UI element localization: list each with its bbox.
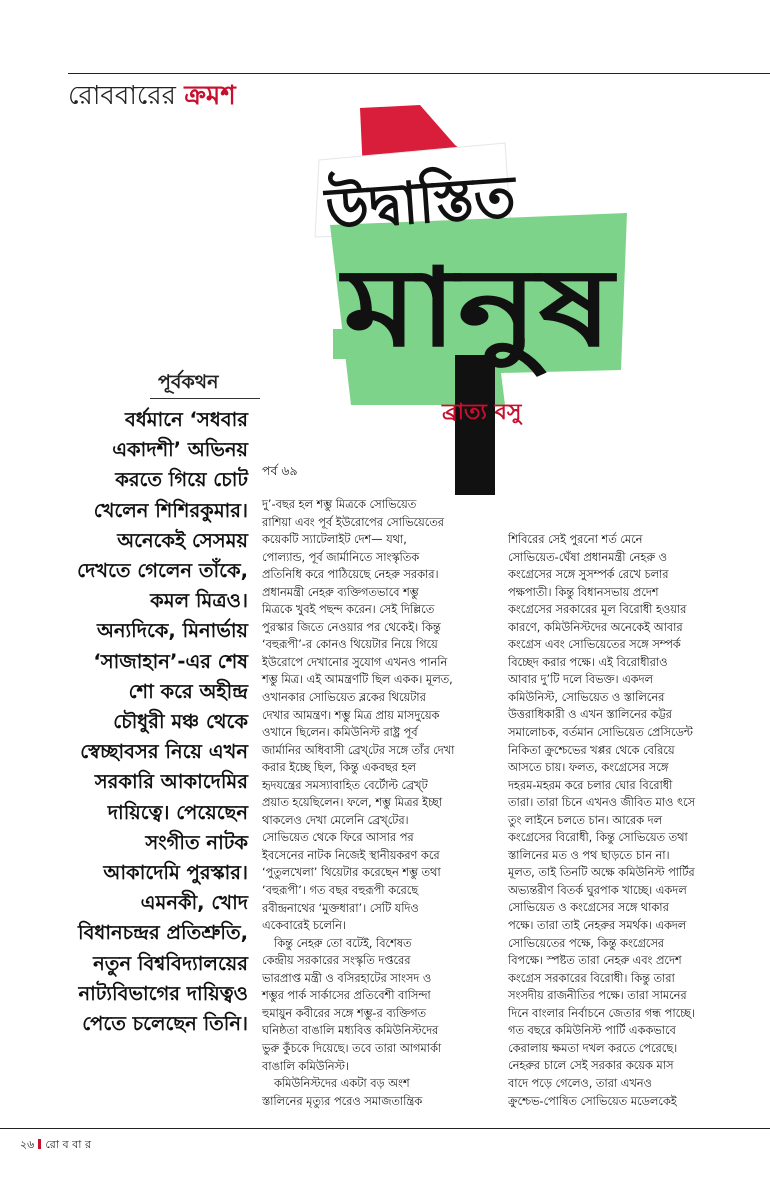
- body-line: পুরস্কার জিতে নেওয়ার পর থেকেই। কিন্তু: [262, 620, 441, 634]
- intro-line: দায়িত্বে। পেয়েছেন: [107, 800, 248, 824]
- episode-number: পর্ব ৬৯: [262, 463, 298, 478]
- body-line: ইউরোপে দেখানোর সুযোগ এখনও পাননি: [262, 655, 448, 669]
- title-artwork: [305, 105, 635, 500]
- intro-line: এমনকী, খোদ: [140, 891, 248, 915]
- body-line: প্রতিনিধি করে পাঠিয়েছে নেহরু সরকার।: [262, 568, 439, 582]
- body-line: কয়েকটি স্যাটেলাইট দেশ— যথা,: [262, 533, 407, 547]
- body-line: প্রয়াত হয়েছিলেন। ফলে, শম্ভু মিত্রর ইচ্ছা: [262, 796, 443, 810]
- body-line: কমিউনিস্ট, সোভিয়েত ও স্তালিনের: [508, 690, 665, 704]
- body-line: হৃদযন্ত্রের সমস্যাবাহিত বের্টোল্ট ব্রেখ্‌ট: [262, 778, 428, 792]
- intro-line: নাট্যবিভাগের দায়িত্বও: [78, 981, 248, 1005]
- intro-paragraph: [68, 405, 248, 1039]
- body-line: সংসদীয় রাজনীতির পক্ষে। তারা সামনের: [508, 989, 687, 1003]
- body-line: কংগ্রেসের সঙ্গে সুসম্পর্ক রেখে চলার: [508, 568, 669, 582]
- intro-line: স্বেচ্ছাবসর নিয়ে এখন: [80, 740, 248, 764]
- body-line: কংগ্রেসের বিরোধী, কিন্তু সোভিয়েত তথা: [508, 831, 688, 845]
- body-line: দু’-বছর হল শম্ভু মিত্রকে সোভিয়েত: [262, 498, 417, 511]
- author-byline: ব্রাত্য বসু: [442, 400, 522, 425]
- body-line: ‘বহুরূপী’। গত বছর বহুরূপী করেছে: [262, 884, 419, 898]
- body-line: ঘনিষ্ঠতা বাঙালি মধ্যবিত্ত কমিউনিস্টদের: [262, 1024, 439, 1038]
- body-line: পক্ষপাতী। কিন্তু বিধানসভায় প্রদেশ: [508, 585, 659, 599]
- intro-line: নতুন বিশ্ববিদ্যালয়ের: [93, 951, 248, 975]
- section-title-main: রোববারের: [68, 81, 185, 111]
- body-line: ক্রুশ্চেভ-পোষিত সোভিয়েত মডেলকেই: [508, 1094, 677, 1108]
- body-line: সোভিয়েত-ঘেঁষা প্রধানমন্ত্রী নেহরু ও: [508, 550, 667, 564]
- intro-line: সংগীত নাটক: [145, 830, 248, 854]
- body-line: আবার দু’টি দলে বিভক্ত। একদল: [508, 673, 653, 687]
- intro-heading-rule: [150, 398, 260, 399]
- intro-line: দেখতে গেলেন তাঁকে,: [77, 559, 248, 583]
- body-line: কমিউনিস্টদের একটা বড় অংশ: [274, 1077, 410, 1091]
- body-line: সোভিয়েত থেকে ফিরে আসার পর: [262, 831, 414, 845]
- body-line: বিচ্ছেদ করার পক্ষে। এই বিরোধীরাও: [508, 655, 668, 669]
- body-line: অভ্যন্তরীণ বিতর্ক ঘুরপাক খাচ্ছে। একদল: [508, 883, 687, 897]
- body-line: পক্ষে। তারা তাই নেহরুর সমর্থক। একদল: [508, 919, 687, 933]
- body-line: দহরম-মহরম করে চলার ঘোর বিরোধী: [508, 778, 673, 792]
- body-line: বাঙালি কমিউনিস্ট।: [262, 1059, 349, 1073]
- body-line: রবীন্দ্রনাথের ‘মুক্তধারা’। সেটি যদিও: [262, 901, 419, 915]
- body-line: রাশিয়া এবং পূর্ব ইউরোপের সোভিয়েতের: [262, 515, 444, 529]
- body-line: একেবারেই চলেনি।: [262, 919, 346, 933]
- footer-separator: [38, 1139, 41, 1149]
- body-line: শিবিরের সেই পুরনো শর্ত মেনে: [508, 533, 643, 546]
- body-line: হুমায়ুন কবীরের সঙ্গে শম্ভু-র ব্যক্তিগত: [262, 1006, 426, 1020]
- body-line: আসতে চায়। ফলত, কংগ্রেসের সঙ্গে: [508, 761, 669, 775]
- body-line: জার্মানির অধিবাসী ব্রেখ্‌টের সঙ্গে তাঁর দেখা: [262, 743, 455, 757]
- body-line: ইবসেনের নাটক নিজেই স্থানীয়করণ করে: [262, 848, 440, 862]
- body-line: পোল্যান্ড, পূর্ব জার্মানিতে সাংস্কৃতিক: [262, 550, 420, 564]
- body-line: কংগ্রেস সরকারের বিরোধী। কিন্তু তারা: [508, 971, 675, 985]
- body-line: দেখার আমন্ত্রণ। শম্ভু মিত্র প্রায় মাসদুয়েক: [262, 708, 440, 722]
- publication-name: রো ব বা র: [45, 1138, 91, 1151]
- intro-line: অনেকেই সেসময়: [117, 528, 248, 552]
- body-line: ‘বহুরূপী’-র কোনও থিয়েটার নিয়ে গিয়ে: [262, 638, 438, 652]
- body-line: গত বছরে কমিউনিস্ট পার্টি এককভাবে: [508, 1024, 676, 1038]
- body-line: মূলত, তাই তিনটি অক্ষে কমিউনিস্ট পার্টির: [508, 866, 695, 880]
- header-rule: [68, 73, 770, 74]
- body-line: নিকিতা ক্রুশ্চেভের খপ্পর থেকে বেরিয়ে: [508, 743, 675, 757]
- body-line: করার ইচ্ছে ছিল, কিন্তু একবছর হল: [262, 761, 416, 775]
- body-line: ওখানকার সোভিয়েত ব্লকের থিয়েটার: [262, 691, 426, 705]
- intro-line: করতে গিয়ে চোট: [115, 468, 248, 492]
- body-line: কেন্দ্রীয় সরকারের সংস্কৃতি দপ্তরের: [262, 954, 411, 968]
- body-line: বিপক্ষে। স্পষ্টত তারা নেহরু এবং প্রদেশ: [508, 954, 682, 968]
- body-column-1: [262, 496, 490, 1110]
- body-line: শম্ভুর পার্ক সার্কাসের প্রতিবেশী বাসিন্দা: [262, 989, 431, 1003]
- body-line: তারা। তারা চিনে এখনও জীবিত মাও ৎসে: [508, 796, 695, 810]
- body-line: শম্ভু মিত্র। এই আমন্ত্রণটি ছিল একক। মূলত,: [262, 673, 453, 687]
- body-line: কংগ্রেসের সরকারের মূল বিরোধী হওয়ার: [508, 603, 687, 617]
- intro-heading: পূর্বকথন: [158, 371, 219, 393]
- body-column-2: [508, 531, 740, 1110]
- section-title-accent: ক্রমশ: [184, 81, 236, 111]
- intro-line: সরকারি আকাদেমির: [94, 770, 248, 794]
- title-main: মানুষ: [343, 246, 559, 371]
- title-top: উদ্বাস্তিত: [323, 161, 526, 244]
- body-line: কংগ্রেস এবং সোভিয়েতের সঙ্গে সম্পর্ক: [508, 638, 681, 652]
- body-line: ওখানে ছিলেন। কমিউনিস্ট রাষ্ট্র পূর্ব: [262, 726, 418, 740]
- body-line: সোভিয়েত ও কংগ্রেসের সঙ্গে থাকার: [508, 901, 669, 915]
- intro-line: অন্যদিকে, মিনার্ভায়: [96, 619, 248, 643]
- body-line: কেরালায় ক্ষমতা দখল করতে পেরেছে।: [508, 1041, 678, 1055]
- intro-line: বিধানচন্দ্রর প্রতিশ্রুতি,: [78, 921, 248, 945]
- intro-line: পেতে চলেছেন তিনি।: [82, 1012, 248, 1036]
- intro-line: বর্ধমানে ‘সধবার: [125, 408, 248, 431]
- body-line: নেহরুর চালে সেই সরকার কয়েক মাস: [508, 1059, 674, 1073]
- body-line: কিন্তু নেহরু তো বটেই, বিশেষত: [274, 936, 412, 950]
- footer-rule: [0, 1128, 770, 1129]
- intro-line: একাদশী’ অভিনয়: [112, 438, 248, 462]
- body-line: মিত্রকে খুবই পছন্দ করেন। সেই দিল্লিতে: [262, 603, 435, 617]
- page-footer: [20, 1136, 91, 1155]
- intro-line: আকাদেমি পুরস্কার।: [103, 861, 248, 885]
- body-line: স্তালিনের মত ও পথ ছাড়তে চান না।: [508, 848, 670, 862]
- body-line: প্রধানমন্ত্রী নেহরু ব্যক্তিগতভাবে শম্ভু: [262, 585, 419, 599]
- intro-line: ‘সাজাহান’-এর শেষ: [93, 649, 248, 673]
- body-line: তুং লাইনে চলতে চান। আরেক দল: [508, 813, 663, 827]
- body-line: স্তালিনের মৃত্যুর পরেও সমাজতান্ত্রিক: [262, 1094, 423, 1108]
- body-line: ভারপ্রাপ্ত মন্ত্রী ও বসিরহাটের সাংসদ ও: [262, 971, 432, 985]
- page-number: ২৬: [20, 1138, 35, 1151]
- body-line: ভুরু কুঁচকে দিয়েছে। তবে তারা আগমার্কা: [262, 1041, 442, 1055]
- section-title: [68, 80, 236, 112]
- body-line: থাকলেও দেখা মেলেনি ব্রেখ্‌টের।: [262, 813, 409, 827]
- body-line: সমালোচক, বর্তমান সোভিয়েত প্রেসিডেন্ট: [508, 726, 693, 740]
- body-line: দিনে বাংলার নির্বাচনে জেতার গন্ধ পাচ্ছে।: [508, 1006, 695, 1020]
- body-line: সোভিয়েতের পক্ষে, কিন্তু কংগ্রেসের: [508, 936, 665, 950]
- intro-line: চৌধুরী মঞ্চ থেকে: [113, 710, 248, 734]
- body-line: ‘পুতুলখেলা’ থিয়েটার করেছেন শম্ভু তথা: [262, 866, 441, 880]
- intro-line: কমল মিত্রও।: [150, 589, 248, 613]
- body-line: কারণে, কমিউনিস্টদের অনেকেই আবার: [508, 620, 683, 634]
- body-line: উত্তরাধিকারী ও এখন স্তালিনের কট্টর: [508, 708, 672, 722]
- intro-line: খেলেন শিশিরকুমার।: [93, 498, 248, 522]
- body-line: বাদে পড়ে গেলেও, তারা এখনও: [508, 1076, 652, 1090]
- intro-line: শো করে অহীন্দ্র: [128, 679, 248, 703]
